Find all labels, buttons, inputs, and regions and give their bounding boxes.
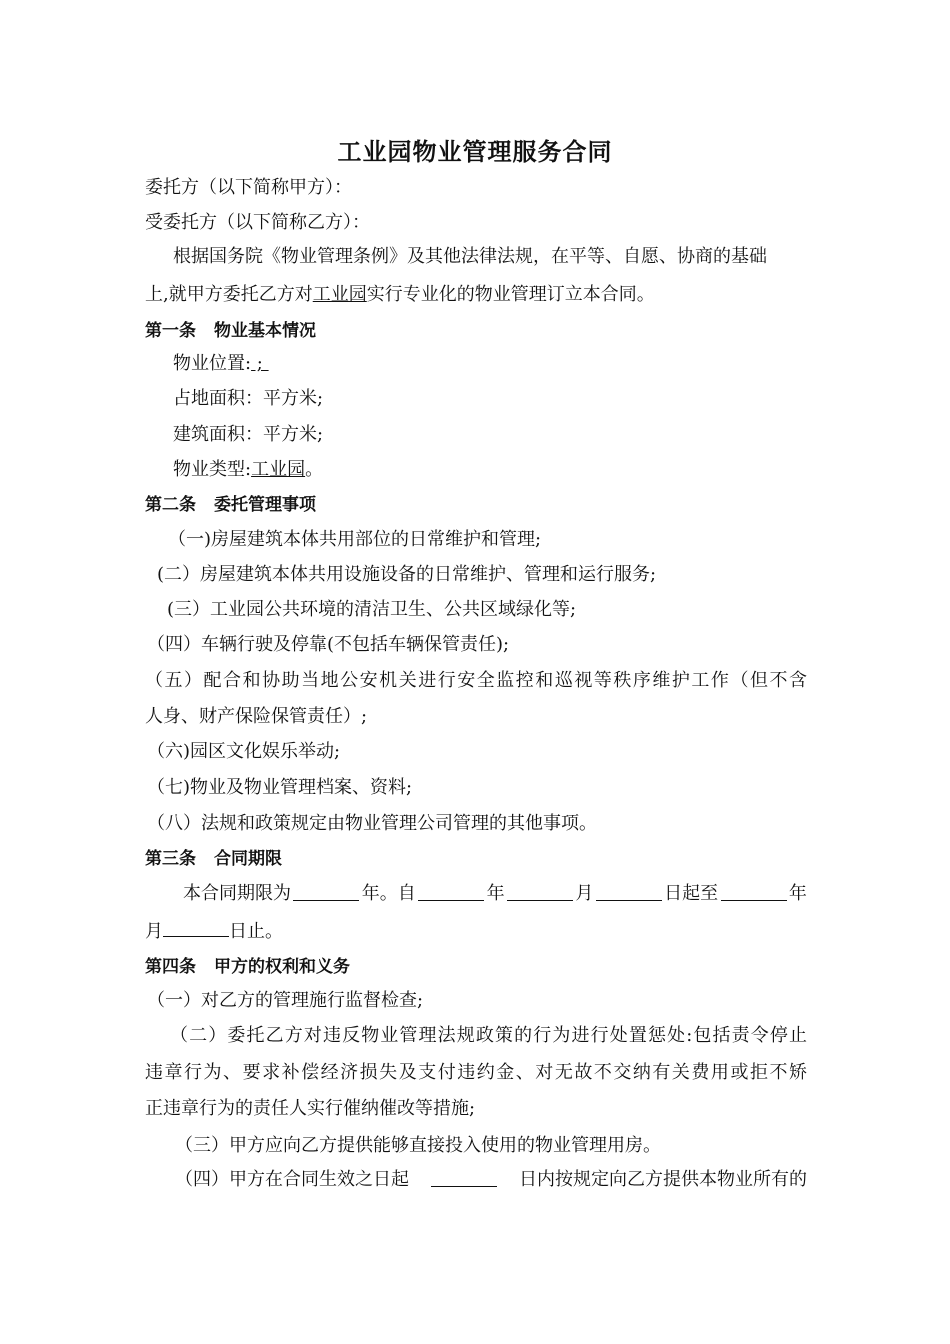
article-title: 合同期限: [214, 849, 282, 869]
blank-start-month: [507, 883, 573, 901]
list-item: （八）法规和政策规定由物业管理公司管理的其他事项。: [147, 813, 597, 834]
blank-end-year: [721, 883, 787, 901]
article-number: 第四条: [145, 957, 196, 977]
article-2-heading: [145, 494, 316, 516]
property-type: [173, 459, 323, 481]
blank-start-day: [596, 883, 662, 901]
preamble-text-end: 实行专业化的物业管理订立本合同。: [366, 284, 655, 305]
article-number: 第二条: [145, 495, 196, 515]
list-item: (三）工业园公共环境的清洁卫生、公共区域绿化等;: [167, 599, 577, 620]
article-number: 第三条: [145, 849, 196, 869]
blank-days: [431, 1169, 497, 1187]
term-text: 年。自: [361, 883, 416, 904]
property-location: [173, 353, 269, 375]
blank-start-year: [418, 883, 484, 901]
list-item-continued: 人身、财产保险保管责任）;: [145, 706, 368, 727]
contract-term-line-1: [183, 883, 807, 905]
list-item-continued: 违章行为、要求补偿经济损失及支付违约金、对无故不交纳有关费用或拒不矫: [145, 1062, 807, 1083]
article-3-heading: [145, 848, 282, 870]
article-1-heading: [145, 320, 316, 342]
term-text: 年: [788, 883, 807, 904]
article-number: 第一条: [145, 321, 196, 341]
list-item: （六)园区文化娱乐举动;: [147, 741, 341, 762]
list-item: [175, 1169, 807, 1191]
list-item-continued: 正违章行为的责任人实行催纳催改等措施;: [145, 1098, 476, 1119]
term-text: 年: [486, 883, 505, 904]
list-item: （一）对乙方的管理施行监督检查;: [147, 990, 424, 1011]
term-text: 日起至: [664, 883, 719, 904]
term-text: 月: [575, 883, 594, 904]
building-area: 建筑面积：平方米;: [173, 424, 324, 445]
list-item: (二）房屋建筑本体共用设施设备的日常维护、管理和运行服务;: [157, 564, 657, 585]
party-a-line: 委托方（以下简称甲方）：: [145, 177, 352, 198]
term-text: 月: [145, 921, 163, 942]
article-4-heading: [145, 956, 350, 978]
item-text: （四）甲方在合同生效之日起: [175, 1169, 409, 1190]
preamble-line-1: 根据国务院《物业管理条例》及其他法律法规，在平等、自愿、协商的基础: [173, 246, 767, 267]
list-item: （五）配合和协助当地公安机关进行安全监控和巡视等秩序维护工作（但不含: [145, 670, 807, 691]
type-label: 物业类型:: [173, 459, 252, 480]
list-item: （二）委托乙方对违反物业管理法规政策的行为进行处置惩处:包括责令停止: [170, 1025, 807, 1046]
list-item: （七)物业及物业管理档案、资料;: [147, 777, 413, 798]
list-item: （一)房屋建筑本体共用部位的日常维护和管理;: [168, 529, 542, 550]
article-title: 物业基本情况: [214, 321, 316, 341]
item-text: 日内按规定向乙方提供本物业所有的: [519, 1169, 807, 1190]
type-end: 。: [305, 459, 324, 480]
party-b-line: 受委托方（以下简称乙方）：: [145, 212, 370, 233]
contract-term-line-2: [145, 919, 283, 943]
document-title: 工业园物业管理服务合同: [337, 138, 613, 166]
term-text: 日止。: [229, 921, 283, 942]
preamble-line-2: [145, 284, 655, 306]
article-title: 委托管理事项: [214, 495, 316, 515]
blank-end-month: [163, 919, 229, 937]
type-value: 工业园: [251, 459, 306, 480]
location-value: ;: [251, 353, 269, 374]
location-label: 物业位置:: [173, 353, 252, 374]
term-text: 本合同期限为: [183, 883, 291, 904]
land-area: 占地面积：平方米;: [173, 388, 324, 409]
preamble-underlined-name: 工业园: [312, 284, 367, 305]
list-item: （三）甲方应向乙方提供能够直接投入使用的物业管理用房。: [175, 1135, 661, 1156]
preamble-text: 上,就甲方委托乙方对: [145, 284, 313, 305]
blank-years: [293, 883, 359, 901]
list-item: （四）车辆行驶及停靠(不包括车辆保管责任);: [147, 634, 510, 655]
article-title: 甲方的权利和义务: [214, 957, 350, 977]
